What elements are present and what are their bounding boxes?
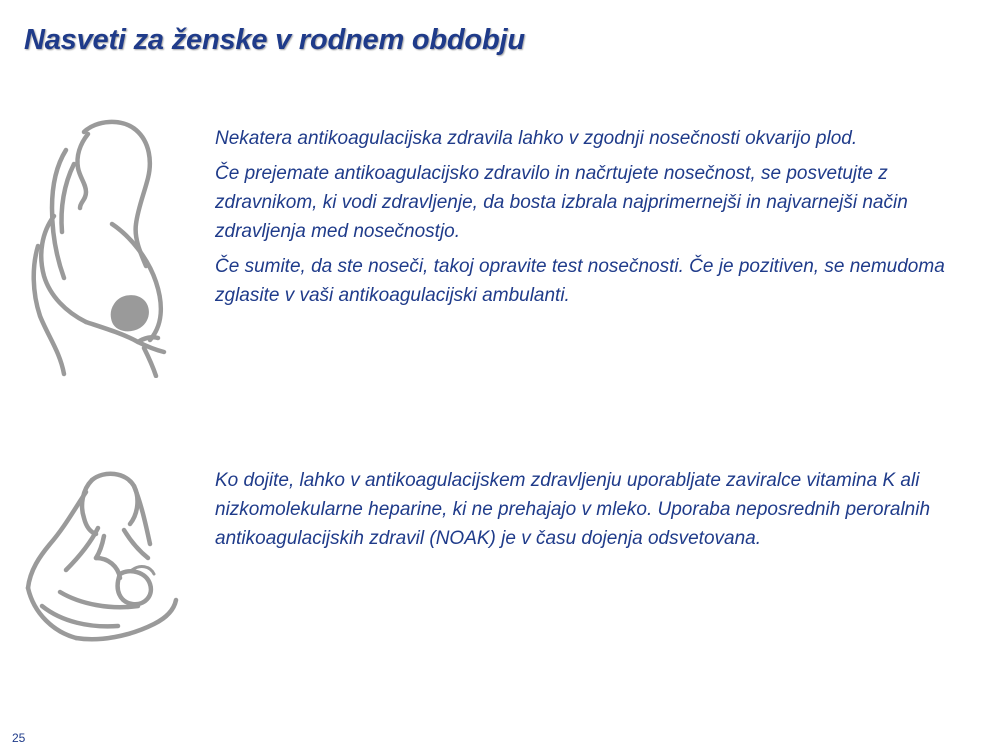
pregnancy-paragraph: Če sumite, da ste noseči, takoj opravite test nosečnosti. Če je pozitiven, se nemudoma zglasite v vaši antikoagulacijski ambulanti. bbox=[215, 256, 945, 306]
pregnant-woman-icon bbox=[26, 116, 176, 378]
pregnancy-paragraph: Če prejemate antikoagulacijsko zdravilo in načrtujete nosečnost, se posvetujte z zdravnikom, ki vodi zdravljenje, da bosta izbrala najprimernejši in najvarnejši način zdravljenja med nosečnostjo. bbox=[215, 163, 908, 242]
breastfeeding-woman-icon bbox=[20, 466, 182, 646]
breastfeeding-paragraph: Ko dojite, lahko v antikoagulacijskem zdravljenju uporabljate zaviralce vitamina K ali nizkomolekularne heparine, ki ne prehajajo v mleko. Uporaba neposrednih peroralnih antikoagulacijskih zdravil (NOAK) je v času dojenja odsvetovana. bbox=[215, 470, 931, 549]
page-number: 25 bbox=[12, 731, 26, 745]
pregnancy-paragraph: Nekatera antikoagulacijska zdravila lahko v zgodnji nosečnosti okvarijo plod. bbox=[215, 128, 858, 149]
slide-title: Nasveti za ženske v rodnem obdobju bbox=[24, 24, 525, 56]
breastfeeding-advice bbox=[215, 466, 970, 559]
pregnancy-advice bbox=[215, 124, 970, 316]
